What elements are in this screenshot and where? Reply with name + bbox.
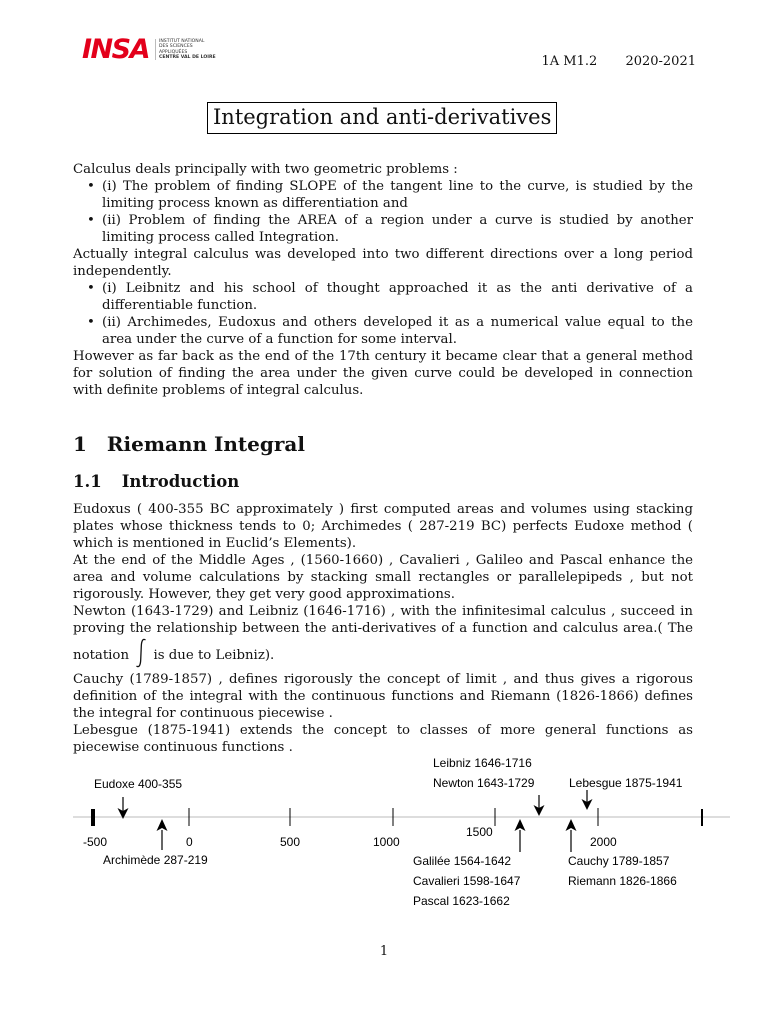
bullet-item: • (ii) Archimedes, Eudoxus and others developed it as a numerical value equal to the area under the curve of a function for some interval. — [73, 314, 693, 348]
arrow-down-icon-eudoxe — [118, 797, 129, 819]
tick-label: 0 — [186, 835, 193, 849]
tick-label: 1500 — [466, 825, 493, 839]
bullet-item: • (i) Leibnitz and his school of thought approached it as the anti derivative of a differentiable function. — [73, 280, 693, 314]
subsection-title: Introduction — [121, 472, 240, 491]
history-section — [73, 501, 693, 756]
label-leibniz: Leibniz 1646-1716 — [433, 756, 532, 770]
label-lebesgue: Lebesgue 1875-1941 — [569, 776, 683, 790]
timeline-start-marker — [91, 809, 95, 826]
label-galilee: Galilée 1564-1642 — [413, 854, 512, 868]
subsection-heading — [73, 472, 239, 491]
arrow-up-icon-cauchy — [566, 819, 577, 852]
label-cavalieri: Cavalieri 1598-1647 — [413, 874, 521, 888]
course-code: 1A M1.2 — [541, 54, 598, 69]
intro-bullets-2 — [73, 280, 693, 348]
subsection-number: 1.1 — [73, 472, 102, 491]
intro-section — [73, 161, 693, 399]
intro-paragraph-3: However as far back as the end of the 17th century it became clear that a general method for solution of finding the area under the given curve could be developed in connection with definite problems of integral calculus. — [73, 349, 693, 398]
paragraph-middle-ages: At the end of the Middle Ages , (1560-1660) , Cavalieri , Galileo and Pascal enhance the area and volume calculations by stacking small rectangles or parallelepipeds , but not rigorously. However, they get very good approximations. — [73, 553, 693, 602]
document-title: Integration and anti-derivatives — [207, 102, 557, 134]
arrow-down-icon-lebesgue — [582, 790, 593, 810]
label-riemann: Riemann 1826-1866 — [568, 874, 677, 888]
tick-label: 2000 — [590, 835, 617, 849]
intro-bullets-1 — [73, 178, 693, 246]
paragraph-cauchy-riemann: Cauchy (1789-1857) , defines rigorously the concept of limit , and thus gives a rigorous definition of the integral with the continuous functions and Riemann (1826-1866) defines the integral for continuous piecewise . — [73, 672, 693, 721]
arrow-up-icon-galilee — [515, 819, 526, 852]
paragraph-lebesgue: Lebesgue (1875-1941) extends the concept to classes of more general functions as piecewise continuous functions . — [73, 723, 693, 755]
arrow-up-icon-archimede — [157, 819, 168, 850]
paragraph-eudoxus: Eudoxus ( 400-355 BC approximately ) first computed areas and volumes using stacking plates whose thickness tends to 0; Archimedes ( 287-219 BC) perfects Eudoxe method ( which is mentioned in Euclid’s Elements). — [73, 502, 693, 551]
section-heading — [73, 432, 305, 456]
label-archimede: Archimède 287-219 — [103, 853, 208, 867]
logo-subtitle: INSTITUT NATIONAL DES SCIENCES APPLIQUÉES CENTRE VAL DE LOIRE — [155, 39, 219, 60]
paragraph-newton-leibniz: Newton (1643-1729) and Leibniz (1646-1716) , with the infinitesimal calculus , succeed in proving the relationship between the anti-derivatives of a function and calculus area.( The notation is due to Leibniz). — [73, 603, 693, 669]
logo-wordmark: INSA — [82, 34, 149, 65]
label-newton: Newton 1643-1729 — [433, 776, 535, 790]
label-eudoxe: Eudoxe 400-355 — [94, 777, 183, 791]
timeline-end-marker — [701, 809, 703, 826]
section-number: 1 — [73, 432, 87, 456]
tick-label: 500 — [280, 835, 301, 849]
header-course-info — [518, 54, 696, 69]
label-pascal: Pascal 1623-1662 — [413, 894, 510, 908]
academic-year: 2020-2021 — [625, 54, 696, 69]
tick-label: 1000 — [373, 835, 400, 849]
tick-label: -500 — [83, 835, 108, 849]
intro-paragraph-2: Actually integral calculus was developed into two different directions over a long period independently. — [73, 247, 693, 279]
bullet-item: • (i) The problem of finding SLOPE of the tangent line to the curve, is studied by the limiting process known as differentiation and — [73, 178, 693, 212]
bullet-item: • (ii) Problem of finding the AREA of a region under a curve is studied by another limiting process called Integration. — [73, 212, 693, 246]
insa-logo — [82, 36, 219, 63]
integral-sign-icon — [133, 637, 149, 669]
section-title: Riemann Integral — [106, 432, 305, 456]
intro-paragraph-1: Calculus deals principally with two geometric problems : — [73, 162, 458, 177]
label-cauchy: Cauchy 1789-1857 — [568, 854, 670, 868]
arrow-down-icon-leibniz-newton — [534, 795, 545, 816]
page-number: 1 — [379, 944, 389, 959]
